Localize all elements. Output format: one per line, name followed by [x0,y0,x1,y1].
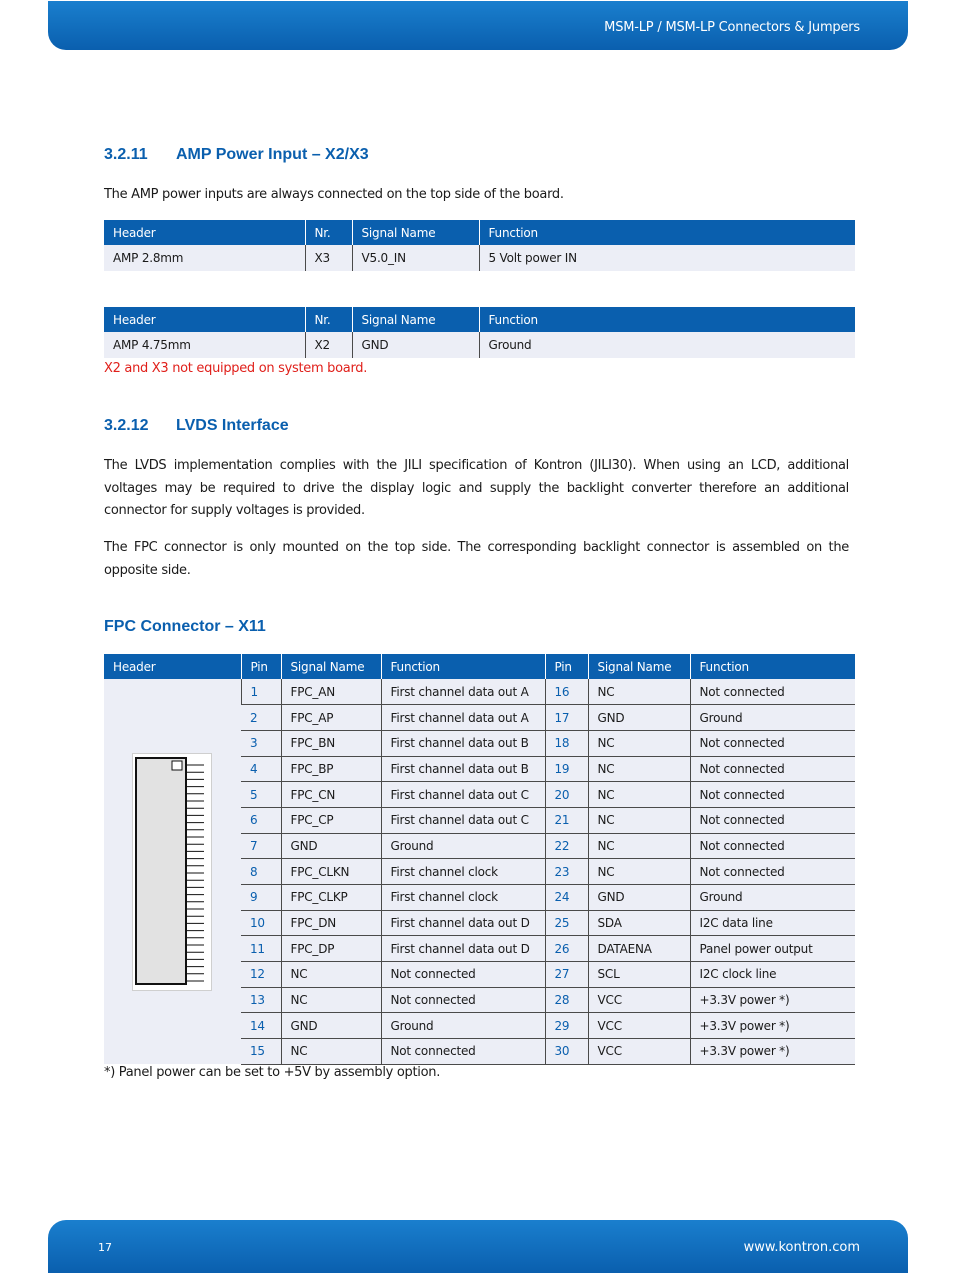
signal-name-right: NC [588,679,690,705]
function-left: First channel data out D [381,936,545,962]
function-right: Ground [690,705,855,731]
signal-name-left: FPC_CN [281,782,381,808]
pin-right: 29 [545,1013,588,1039]
col-signal-name: Signal Name [352,307,479,332]
col-header: Header [104,654,241,679]
signal-name-right: NC [588,859,690,885]
table-row [104,245,855,271]
signal-name-left: FPC_CLKN [281,859,381,885]
col-signal-name: Signal Name [281,654,381,679]
function-right: Not connected [690,730,855,756]
amp-table-x3 [104,220,855,271]
pin-right: 18 [545,730,588,756]
signal-name-left: FPC_DN [281,910,381,936]
col-signal-name: Signal Name [352,220,479,245]
page-number: 17 [98,1241,112,1254]
function-left: First channel data out B [381,756,545,782]
signal-name-right: GND [588,885,690,911]
table-header-row [104,220,855,245]
pin-left: 3 [241,730,281,756]
function-right: +3.3V power *) [690,987,855,1013]
pin-left: 12 [241,962,281,988]
signal-name-left: FPC_AN [281,679,381,705]
pin-left: 2 [241,705,281,731]
pin-left: 10 [241,910,281,936]
section-title: LVDS Interface [176,417,289,434]
pin-right: 25 [545,910,588,936]
function-left: First channel data out A [381,705,545,731]
amp-table-x2 [104,307,855,358]
pin-left: 11 [241,936,281,962]
signal-name-right: DATAENA [588,936,690,962]
section-heading-lvds [104,417,289,435]
col-function: Function [690,654,855,679]
pin-right: 26 [545,936,588,962]
fpc-connector-drawing [132,753,212,991]
cell: Ground [479,332,855,358]
signal-name-right: NC [588,730,690,756]
function-right: Not connected [690,859,855,885]
signal-name-right: NC [588,756,690,782]
col-function: Function [479,220,855,245]
pin-left: 5 [241,782,281,808]
cell: 5 Volt power IN [479,245,855,271]
pin-left: 15 [241,1039,281,1065]
table-row [104,679,855,705]
signal-name-left: NC [281,987,381,1013]
signal-name-left: NC [281,1039,381,1065]
cell: X3 [305,245,352,271]
pin-right: 30 [545,1039,588,1065]
fpc-note: *) Panel power can be set to +5V by assembly option. [104,1065,441,1080]
header-title: MSM-LP / MSM-LP Connectors & Jumpers [604,20,860,35]
page-footer-bar [48,1220,908,1273]
function-right: I2C data line [690,910,855,936]
col-pin: Pin [241,654,281,679]
col-header: Header [104,220,305,245]
signal-name-left: FPC_BN [281,730,381,756]
pin-left: 14 [241,1013,281,1039]
signal-name-right: VCC [588,987,690,1013]
pin-right: 28 [545,987,588,1013]
function-left: Ground [381,1013,545,1039]
function-right: I2C clock line [690,962,855,988]
table-row [104,332,855,358]
amp-note: X2 and X3 not equipped on system board. [104,361,368,376]
signal-name-left: GND [281,833,381,859]
col-nr: Nr. [305,307,352,332]
cell: GND [352,332,479,358]
col-pin: Pin [545,654,588,679]
signal-name-left: FPC_DP [281,936,381,962]
page-header-bar [48,1,908,50]
function-left: First channel clock [381,885,545,911]
function-left: First channel data out A [381,679,545,705]
function-left: Not connected [381,1039,545,1065]
function-left: First channel data out C [381,807,545,833]
function-left: Ground [381,833,545,859]
table-header-row [104,307,855,332]
lvds-paragraph-1: The LVDS implementation complies with the JILI specification of Kontron (JILI30). When using an LCD, additional voltages may be required to drive the display logic and supply the backlight converter therefore an additional connector for supply voltages is provided. [104,458,849,518]
signal-name-right: VCC [588,1013,690,1039]
signal-name-right: NC [588,807,690,833]
function-right: +3.3V power *) [690,1039,855,1065]
pin-left: 13 [241,987,281,1013]
function-left: Not connected [381,987,545,1013]
connector-drawing-cell [104,679,241,1064]
section-number: 3.2.11 [104,146,148,163]
section-number: 3.2.12 [104,417,149,434]
website-link[interactable]: www.kontron.com [743,1240,860,1255]
signal-name-right: VCC [588,1039,690,1065]
pin-right: 24 [545,885,588,911]
fpc-connector-heading: FPC Connector – X11 [104,618,266,635]
col-header: Header [104,307,305,332]
fpc-pinout-table [104,654,855,1065]
pin-right: 23 [545,859,588,885]
pin-right: 22 [545,833,588,859]
amp-intro-text: The AMP power inputs are always connected on the top side of the board. [104,187,564,202]
function-left: First channel data out C [381,782,545,808]
pin-left: 8 [241,859,281,885]
pin-right: 21 [545,807,588,833]
function-left: Not connected [381,962,545,988]
cell: V5.0_IN [352,245,479,271]
pin-right: 19 [545,756,588,782]
function-left: First channel data out B [381,730,545,756]
signal-name-right: NC [588,782,690,808]
section-heading-amp [104,146,369,164]
function-left: First channel clock [381,859,545,885]
function-right: Ground [690,885,855,911]
function-right: Not connected [690,833,855,859]
pin-left: 1 [241,679,281,705]
section-title: AMP Power Input – X2/X3 [176,146,369,163]
signal-name-right: SDA [588,910,690,936]
col-function: Function [479,307,855,332]
function-right: Not connected [690,782,855,808]
function-right: Panel power output [690,936,855,962]
cell: X2 [305,332,352,358]
pin-left: 6 [241,807,281,833]
pin-left: 9 [241,885,281,911]
signal-name-left: FPC_CLKP [281,885,381,911]
cell: AMP 2.8mm [104,245,305,271]
pin-right: 27 [545,962,588,988]
signal-name-right: NC [588,833,690,859]
function-right: Not connected [690,679,855,705]
signal-name-right: GND [588,705,690,731]
pin-right: 17 [545,705,588,731]
pin-right: 20 [545,782,588,808]
cell: AMP 4.75mm [104,332,305,358]
signal-name-left: FPC_AP [281,705,381,731]
pin-right: 16 [545,679,588,705]
function-left: First channel data out D [381,910,545,936]
signal-name-right: SCL [588,962,690,988]
col-nr: Nr. [305,220,352,245]
function-right: +3.3V power *) [690,1013,855,1039]
pin-left: 4 [241,756,281,782]
table-header-row [104,654,855,679]
function-right: Not connected [690,807,855,833]
signal-name-left: GND [281,1013,381,1039]
signal-name-left: FPC_CP [281,807,381,833]
signal-name-left: NC [281,962,381,988]
lvds-paragraph-2: The FPC connector is only mounted on the top side. The corresponding backlight connector is assembled on the opposite side. [104,540,849,578]
function-right: Not connected [690,756,855,782]
col-function: Function [381,654,545,679]
signal-name-left: FPC_BP [281,756,381,782]
pin-left: 7 [241,833,281,859]
col-signal-name: Signal Name [588,654,690,679]
